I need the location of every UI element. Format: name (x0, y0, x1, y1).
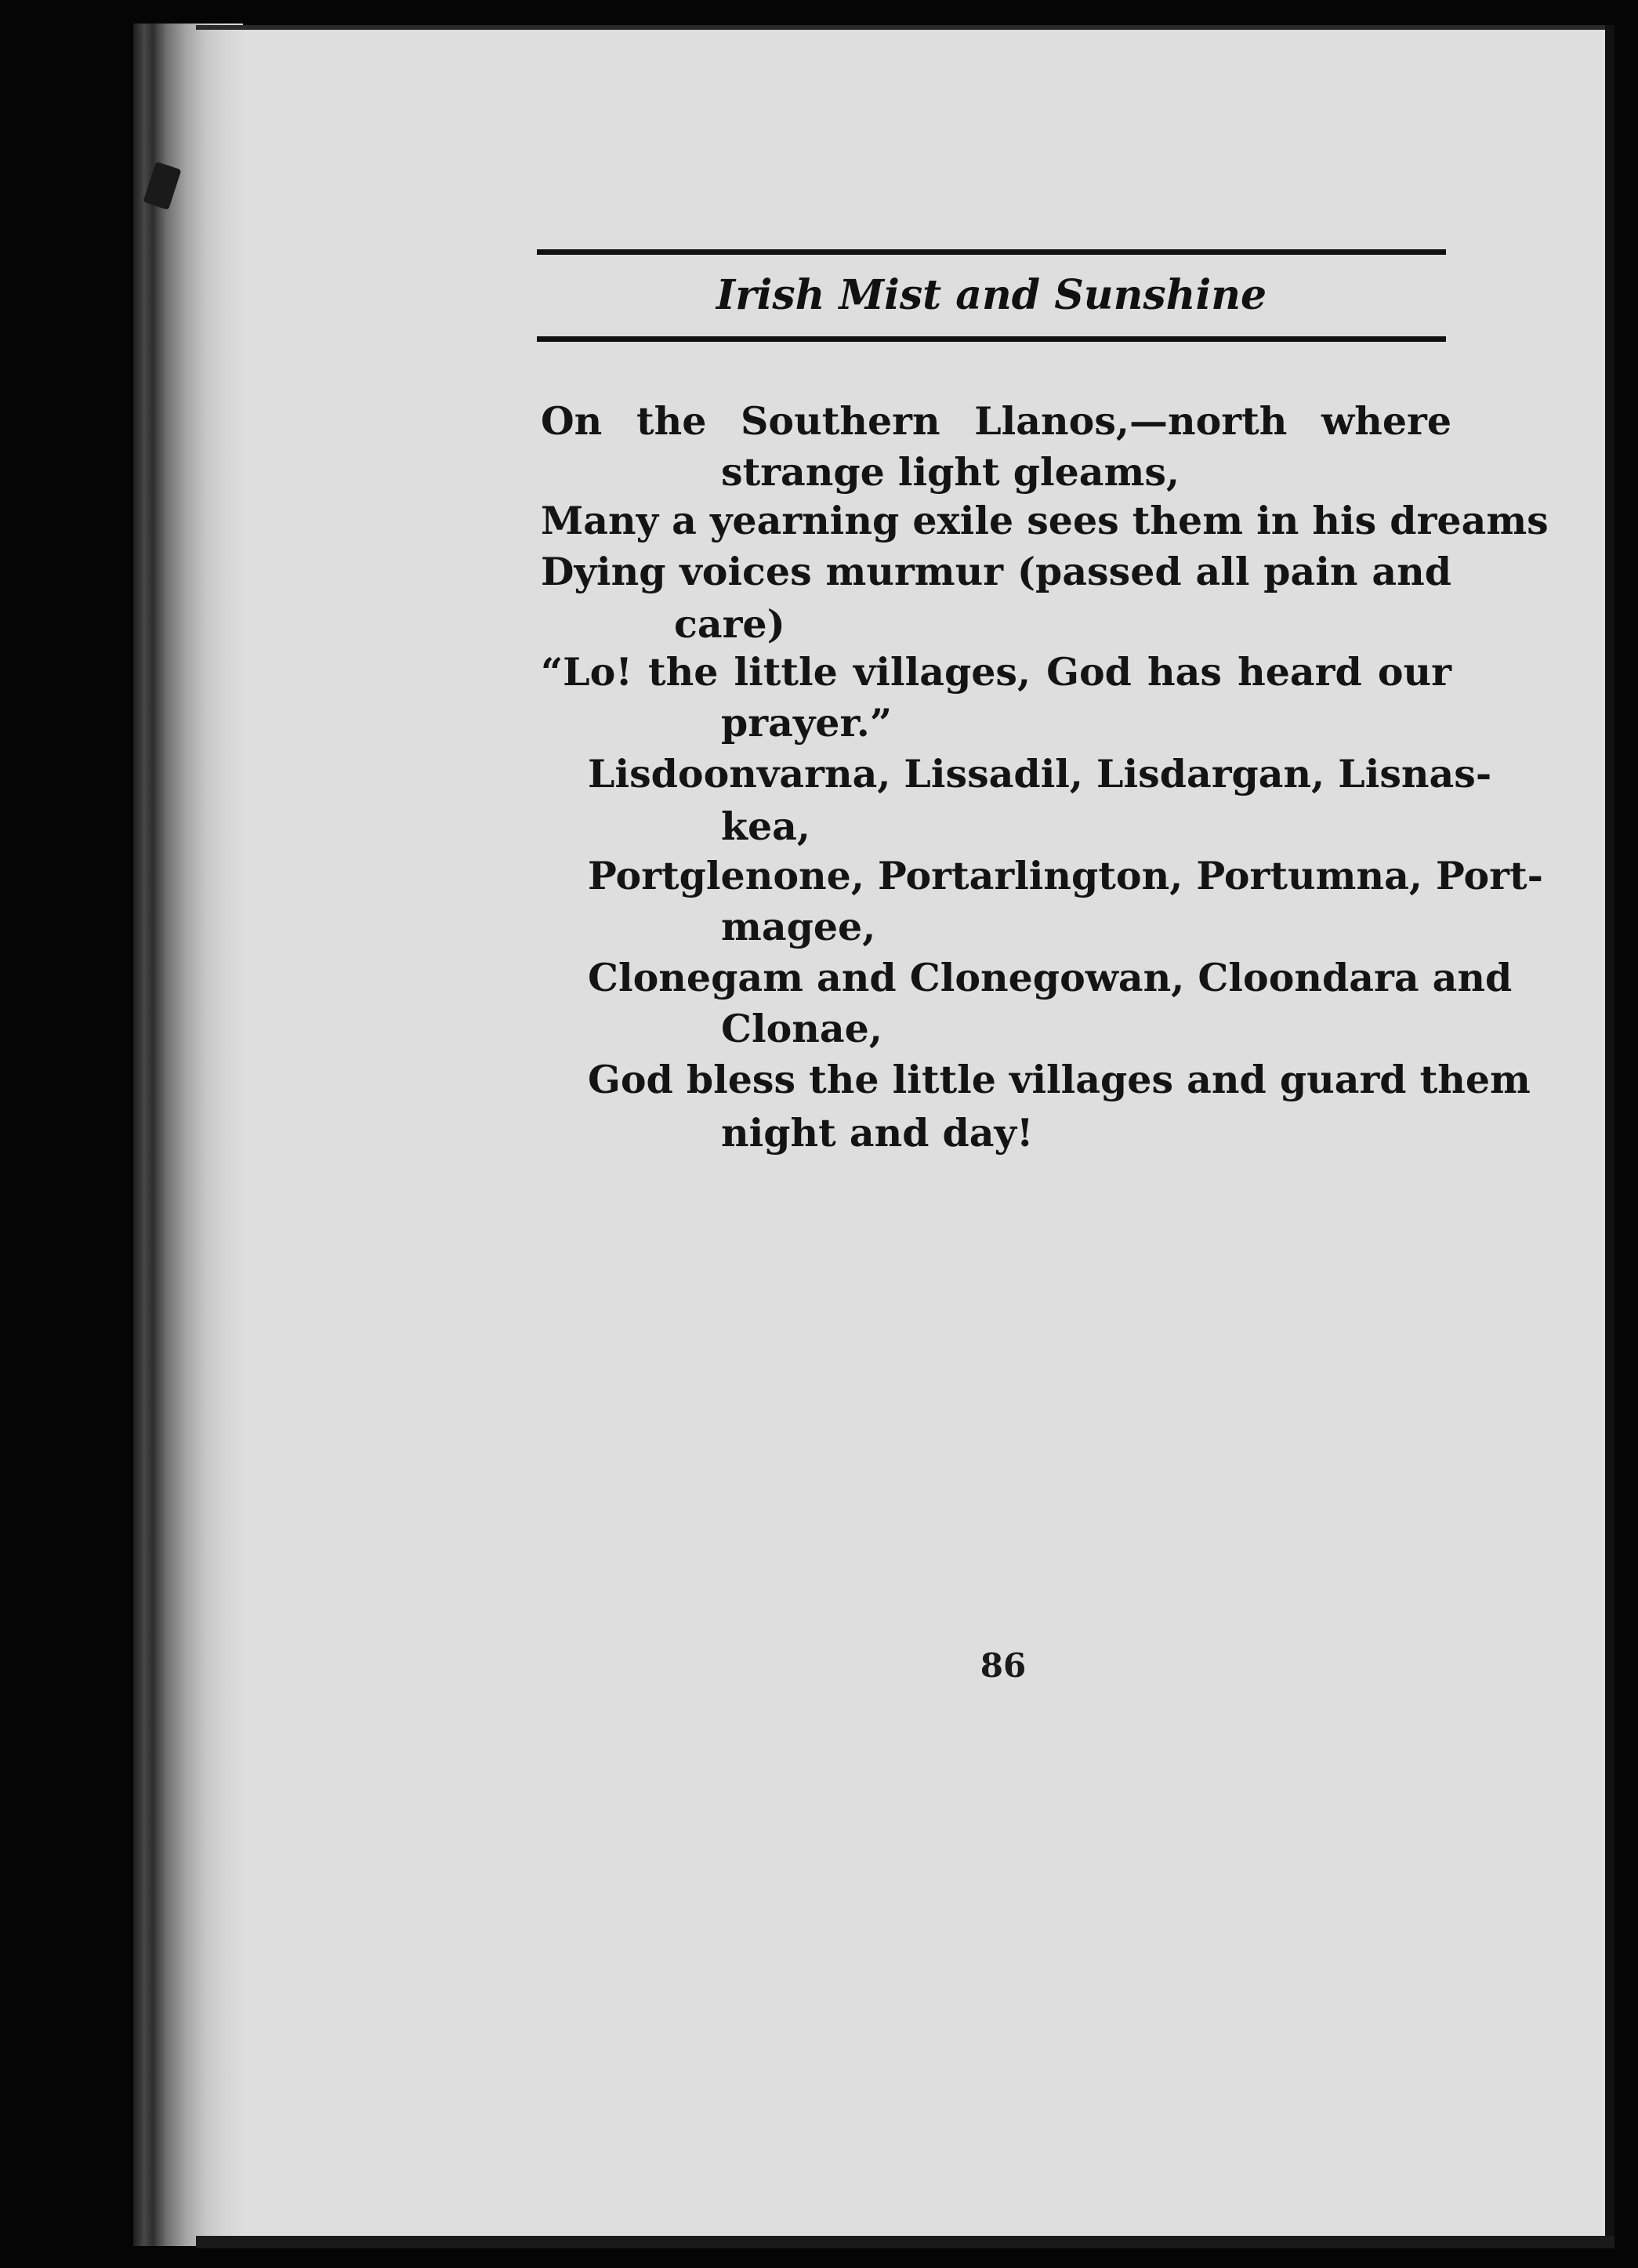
refrain-line: Clonae, (721, 1006, 882, 1051)
verse-line: On the Southern Llanos,—north where (541, 398, 1451, 444)
running-head: Irish Mist and Sunshine (716, 271, 1267, 319)
refrain-line: Lisdoonvarna, Lissadil, Lisdargan, Lisnas- (588, 751, 1492, 797)
page-right-edge (1605, 25, 1614, 2244)
refrain-line: kea, (721, 804, 810, 849)
verse-line: prayer.” (721, 700, 893, 746)
verse-line: strange light gleams, (721, 449, 1180, 495)
verse-line: Many a yearning exile sees them in his dreams (541, 498, 1549, 543)
page-number: 86 (980, 1646, 1027, 1685)
page-top-edge (196, 25, 1614, 30)
refrain-line: magee, (721, 904, 876, 949)
refrain-line: God bless the little villages and guard them (588, 1057, 1531, 1102)
book-spine (133, 24, 243, 2246)
header-rule-top (537, 249, 1446, 255)
header-rule-bottom (537, 336, 1446, 342)
refrain-line: night and day! (721, 1110, 1034, 1156)
verse-line: care) (674, 601, 785, 647)
verse-line: “Lo! the little villages, God has heard our (541, 649, 1451, 695)
page-bottom-edge (196, 2236, 1614, 2248)
verse-line: Dying voices murmur (passed all pain and (541, 549, 1451, 594)
refrain-line: Clonegam and Clonegowan, Cloondara and (588, 955, 1513, 1000)
refrain-line: Portglenone, Portarlington, Portumna, Port- (588, 853, 1543, 898)
